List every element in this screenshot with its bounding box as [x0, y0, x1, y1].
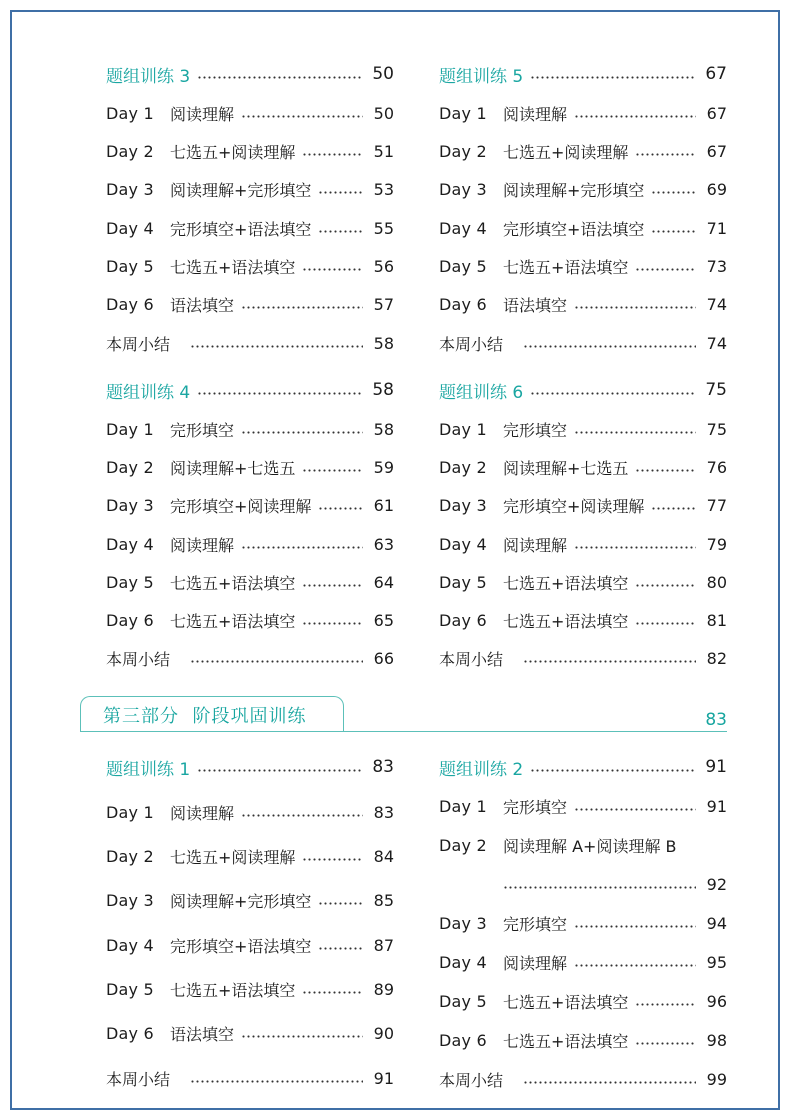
day-label: Day 6	[106, 1023, 154, 1043]
page-number: 50	[372, 64, 394, 84]
page-number: 69	[706, 179, 727, 199]
page-number: 74	[706, 333, 727, 353]
entry-title: 阅读理解	[170, 104, 235, 124]
summary-title: 本周小结	[439, 334, 504, 354]
section-page-number: 83	[705, 710, 727, 730]
entry-title: 阅读理解	[503, 104, 568, 124]
page-number: 57	[373, 294, 394, 314]
dot-leader	[651, 230, 696, 233]
entry-title: 语法填空	[503, 295, 568, 315]
entry-title: 七选五+语法填空	[170, 257, 296, 277]
page-number: 58	[373, 333, 394, 353]
group-title: 题组训练 6	[439, 382, 524, 403]
toc-entry[interactable]	[439, 989, 727, 1013]
entry-title: 阅读理解+完形填空	[170, 891, 312, 911]
page-number: 56	[373, 256, 394, 276]
page-number: 81	[706, 610, 727, 630]
day-label: Day 6	[439, 610, 487, 630]
day-label: Day 2	[439, 835, 487, 855]
page-number: 76	[706, 457, 727, 477]
section-rule	[80, 731, 727, 732]
day-label: Day 1	[106, 419, 154, 439]
section-title: 第三部分 阶段巩固训练	[103, 705, 307, 727]
page-number: 64	[373, 572, 394, 592]
page-number: 83	[373, 802, 394, 822]
day-label: Day 5	[439, 256, 487, 276]
toc-entry[interactable]	[439, 532, 727, 556]
toc-entry[interactable]	[106, 844, 394, 868]
day-label: Day 4	[439, 534, 487, 554]
day-label: Day 2	[106, 141, 154, 161]
toc-entry[interactable]	[439, 911, 727, 935]
dot-leader	[530, 76, 696, 79]
toc-summary[interactable]	[439, 331, 727, 355]
entry-title: 七选五+语法填空	[170, 611, 296, 631]
page-number: 75	[705, 380, 727, 400]
page-number: 91	[373, 1068, 394, 1088]
group-heading[interactable]	[106, 378, 394, 402]
group-title: 题组训练 5	[439, 66, 524, 87]
entry-title: 七选五+语法填空	[170, 980, 296, 1000]
day-label: Day 6	[439, 294, 487, 314]
toc-entry[interactable]	[106, 139, 394, 163]
dot-leader	[635, 622, 696, 625]
page-number: 61	[373, 495, 394, 515]
toc-entry[interactable]	[106, 608, 394, 632]
entry-title: 阅读理解+七选五	[503, 458, 629, 478]
page-number: 79	[706, 534, 727, 554]
toc-entry[interactable]	[439, 950, 727, 974]
toc-entry[interactable]	[106, 254, 394, 278]
dot-leader	[302, 268, 363, 271]
page-number: 74	[706, 294, 727, 314]
toc-summary[interactable]	[439, 646, 727, 670]
dot-leader	[318, 191, 363, 194]
entry-title: 阅读理解	[170, 535, 235, 555]
entry-title: 七选五+阅读理解	[503, 142, 629, 162]
toc-entry[interactable]	[106, 493, 394, 517]
page-number: 51	[373, 141, 394, 161]
toc-entry[interactable]	[439, 570, 727, 594]
toc-entry[interactable]	[439, 1028, 727, 1052]
page-number: 91	[706, 796, 727, 816]
entry-title: 七选五+语法填空	[503, 257, 629, 277]
entry-title: 阅读理解+完形填空	[503, 180, 645, 200]
day-label: Day 5	[439, 991, 487, 1011]
page-number: 89	[373, 979, 394, 999]
entry-title: 完形填空+语法填空	[503, 219, 645, 239]
summary-title: 本周小结	[106, 334, 171, 354]
page-number: 91	[705, 757, 727, 777]
dot-leader	[635, 1042, 696, 1045]
entry-title: 语法填空	[170, 295, 235, 315]
day-label: Day 3	[439, 913, 487, 933]
dot-leader	[197, 392, 363, 395]
dot-leader	[574, 306, 696, 309]
toc-summary[interactable]	[106, 331, 394, 355]
page-number: 66	[373, 648, 394, 668]
toc-entry[interactable]	[106, 888, 394, 912]
day-label: Day 3	[106, 890, 154, 910]
dot-leader	[574, 964, 696, 967]
page-number: 67	[706, 141, 727, 161]
page-number: 82	[706, 648, 727, 668]
entry-title: 语法填空	[170, 1024, 235, 1044]
group-heading[interactable]	[439, 62, 727, 86]
page-number: 73	[706, 256, 727, 276]
dot-leader	[302, 622, 363, 625]
day-label: Day 2	[439, 457, 487, 477]
group-heading[interactable]	[439, 755, 727, 779]
dot-leader	[651, 507, 696, 510]
page-number: 85	[373, 890, 394, 910]
group-title: 题组训练 4	[106, 382, 191, 403]
page-number: 99	[706, 1069, 727, 1089]
day-label: Day 3	[106, 495, 154, 515]
toc-entry[interactable]	[439, 455, 727, 479]
dot-leader	[197, 769, 363, 772]
page-number: 59	[373, 457, 394, 477]
summary-title: 本周小结	[439, 649, 504, 669]
dot-leader	[241, 546, 363, 549]
day-label: Day 1	[106, 802, 154, 822]
toc-entry[interactable]	[439, 254, 727, 278]
dot-leader	[241, 431, 363, 434]
page-number: 90	[373, 1023, 394, 1043]
toc-entry[interactable]	[439, 833, 727, 857]
dot-leader	[635, 153, 696, 156]
dot-leader	[302, 469, 363, 472]
dot-leader	[190, 1080, 363, 1083]
toc-summary[interactable]	[439, 1067, 727, 1091]
entry-title: 完形填空+阅读理解	[503, 496, 645, 516]
entry-title: 阅读理解+七选五	[170, 458, 296, 478]
day-label: Day 4	[106, 534, 154, 554]
day-label: Day 2	[106, 846, 154, 866]
entry-title: 七选五+阅读理解	[170, 142, 296, 162]
day-label: Day 2	[439, 141, 487, 161]
page-number: 67	[706, 103, 727, 123]
dot-leader	[318, 947, 363, 950]
group-title: 题组训练 3	[106, 66, 191, 87]
dot-leader	[197, 76, 363, 79]
entry-title: 七选五+语法填空	[503, 1031, 629, 1051]
dot-leader	[241, 115, 363, 118]
day-label: Day 5	[439, 572, 487, 592]
dot-leader	[302, 153, 363, 156]
toc-entry[interactable]	[439, 493, 727, 517]
page-number: 94	[706, 913, 727, 933]
entry-title: 完形填空	[170, 420, 235, 440]
day-label: Day 3	[439, 495, 487, 515]
group-heading[interactable]	[106, 62, 394, 86]
summary-title: 本周小结	[106, 649, 171, 669]
page-number: 84	[373, 846, 394, 866]
dot-leader	[635, 1003, 696, 1006]
page-number: 53	[373, 179, 394, 199]
dot-leader	[530, 769, 696, 772]
page-number: 75	[706, 419, 727, 439]
page-number: 83	[372, 757, 394, 777]
toc-summary[interactable]	[106, 1066, 394, 1090]
page-number: 80	[706, 572, 727, 592]
page-number: 95	[706, 952, 727, 972]
dot-leader	[523, 660, 696, 663]
group-title: 题组训练 2	[439, 759, 524, 780]
day-label: Day 4	[106, 218, 154, 238]
dot-leader	[574, 546, 696, 549]
group-title: 题组训练 1	[106, 759, 191, 780]
entry-title: 阅读理解	[503, 535, 568, 555]
day-label: Day 5	[106, 979, 154, 999]
day-label: Day 3	[106, 179, 154, 199]
day-label: Day 1	[439, 103, 487, 123]
day-label: Day 1	[439, 796, 487, 816]
toc-entry[interactable]	[106, 532, 394, 556]
toc-entry[interactable]	[106, 417, 394, 441]
toc-entry[interactable]	[439, 608, 727, 632]
toc-entry[interactable]	[439, 101, 727, 125]
dot-leader	[523, 1081, 696, 1084]
entry-title: 阅读理解	[170, 803, 235, 823]
entry-title: 完形填空+语法填空	[170, 219, 312, 239]
toc-entry[interactable]	[439, 216, 727, 240]
dot-leader	[635, 268, 696, 271]
page-number: 77	[706, 495, 727, 515]
day-label: Day 4	[106, 935, 154, 955]
dot-leader	[574, 925, 696, 928]
dot-leader	[190, 345, 363, 348]
entry-title: 阅读理解	[503, 953, 568, 973]
dot-leader	[503, 886, 696, 889]
dot-leader	[318, 507, 363, 510]
page-number: 50	[373, 103, 394, 123]
dot-leader	[574, 431, 696, 434]
entry-title: 完形填空	[503, 914, 568, 934]
entry-title: 七选五+语法填空	[503, 611, 629, 631]
page-number: 98	[706, 1030, 727, 1050]
dot-leader	[530, 392, 696, 395]
toc-entry[interactable]	[439, 139, 727, 163]
entry-title: 完形填空	[503, 420, 568, 440]
entry-title: 七选五+语法填空	[503, 992, 629, 1012]
dot-leader	[651, 191, 696, 194]
toc-entry[interactable]	[106, 933, 394, 957]
entry-title: 阅读理解+完形填空	[170, 180, 312, 200]
day-label: Day 4	[439, 218, 487, 238]
toc-entry[interactable]	[106, 177, 394, 201]
entry-title: 七选五+阅读理解	[170, 847, 296, 867]
toc-entry[interactable]	[439, 417, 727, 441]
dot-leader	[241, 306, 363, 309]
day-label: Day 2	[106, 457, 154, 477]
dot-leader	[574, 808, 696, 811]
page-number: 67	[705, 64, 727, 84]
page-number: 96	[706, 991, 727, 1011]
toc-entry[interactable]	[439, 794, 727, 818]
dot-leader	[635, 584, 696, 587]
page-number: 55	[373, 218, 394, 238]
day-label: Day 1	[106, 103, 154, 123]
group-heading[interactable]	[106, 755, 394, 779]
toc-entry[interactable]	[106, 1021, 394, 1045]
dot-leader	[635, 469, 696, 472]
toc-entry[interactable]	[106, 977, 394, 1001]
day-label: Day 3	[439, 179, 487, 199]
dot-leader	[523, 345, 696, 348]
toc-entry[interactable]	[106, 292, 394, 316]
dot-leader	[302, 991, 363, 994]
dot-leader	[190, 660, 363, 663]
summary-title: 本周小结	[439, 1070, 504, 1090]
page-number: 58	[372, 380, 394, 400]
entry-title: 七选五+语法填空	[503, 573, 629, 593]
entry-title: 七选五+语法填空	[170, 573, 296, 593]
entry-title: 完形填空	[503, 797, 568, 817]
toc-summary[interactable]	[106, 646, 394, 670]
summary-title: 本周小结	[106, 1069, 171, 1089]
page-number: 65	[373, 610, 394, 630]
page-number: 92	[706, 874, 727, 894]
day-label: Day 4	[439, 952, 487, 972]
dot-leader	[318, 902, 363, 905]
entry-title: 完形填空+语法填空	[170, 936, 312, 956]
toc-entry[interactable]	[106, 455, 394, 479]
day-label: Day 1	[439, 419, 487, 439]
day-label: Day 6	[439, 1030, 487, 1050]
toc-entry[interactable]	[439, 177, 727, 201]
day-label: Day 5	[106, 572, 154, 592]
entry-title: 完形填空+阅读理解	[170, 496, 312, 516]
day-label: Day 6	[106, 294, 154, 314]
day-label: Day 6	[106, 610, 154, 630]
page-number: 63	[373, 534, 394, 554]
group-heading[interactable]	[439, 378, 727, 402]
toc-entry[interactable]	[439, 292, 727, 316]
day-label: Day 5	[106, 256, 154, 276]
dot-leader	[241, 1035, 363, 1038]
dot-leader	[241, 814, 363, 817]
page-number: 71	[706, 218, 727, 238]
dot-leader	[302, 584, 363, 587]
toc-entry[interactable]	[106, 101, 394, 125]
toc-entry[interactable]	[106, 570, 394, 594]
toc-entry-continuation[interactable]	[439, 872, 727, 896]
dot-leader	[318, 230, 363, 233]
dot-leader	[574, 115, 696, 118]
dot-leader	[302, 858, 363, 861]
entry-title: 阅读理解 A+阅读理解 B	[503, 836, 677, 856]
toc-entry[interactable]	[106, 800, 394, 824]
page-number: 58	[373, 419, 394, 439]
toc-entry[interactable]	[106, 216, 394, 240]
section-heading[interactable]	[80, 696, 344, 732]
page-number: 87	[373, 935, 394, 955]
